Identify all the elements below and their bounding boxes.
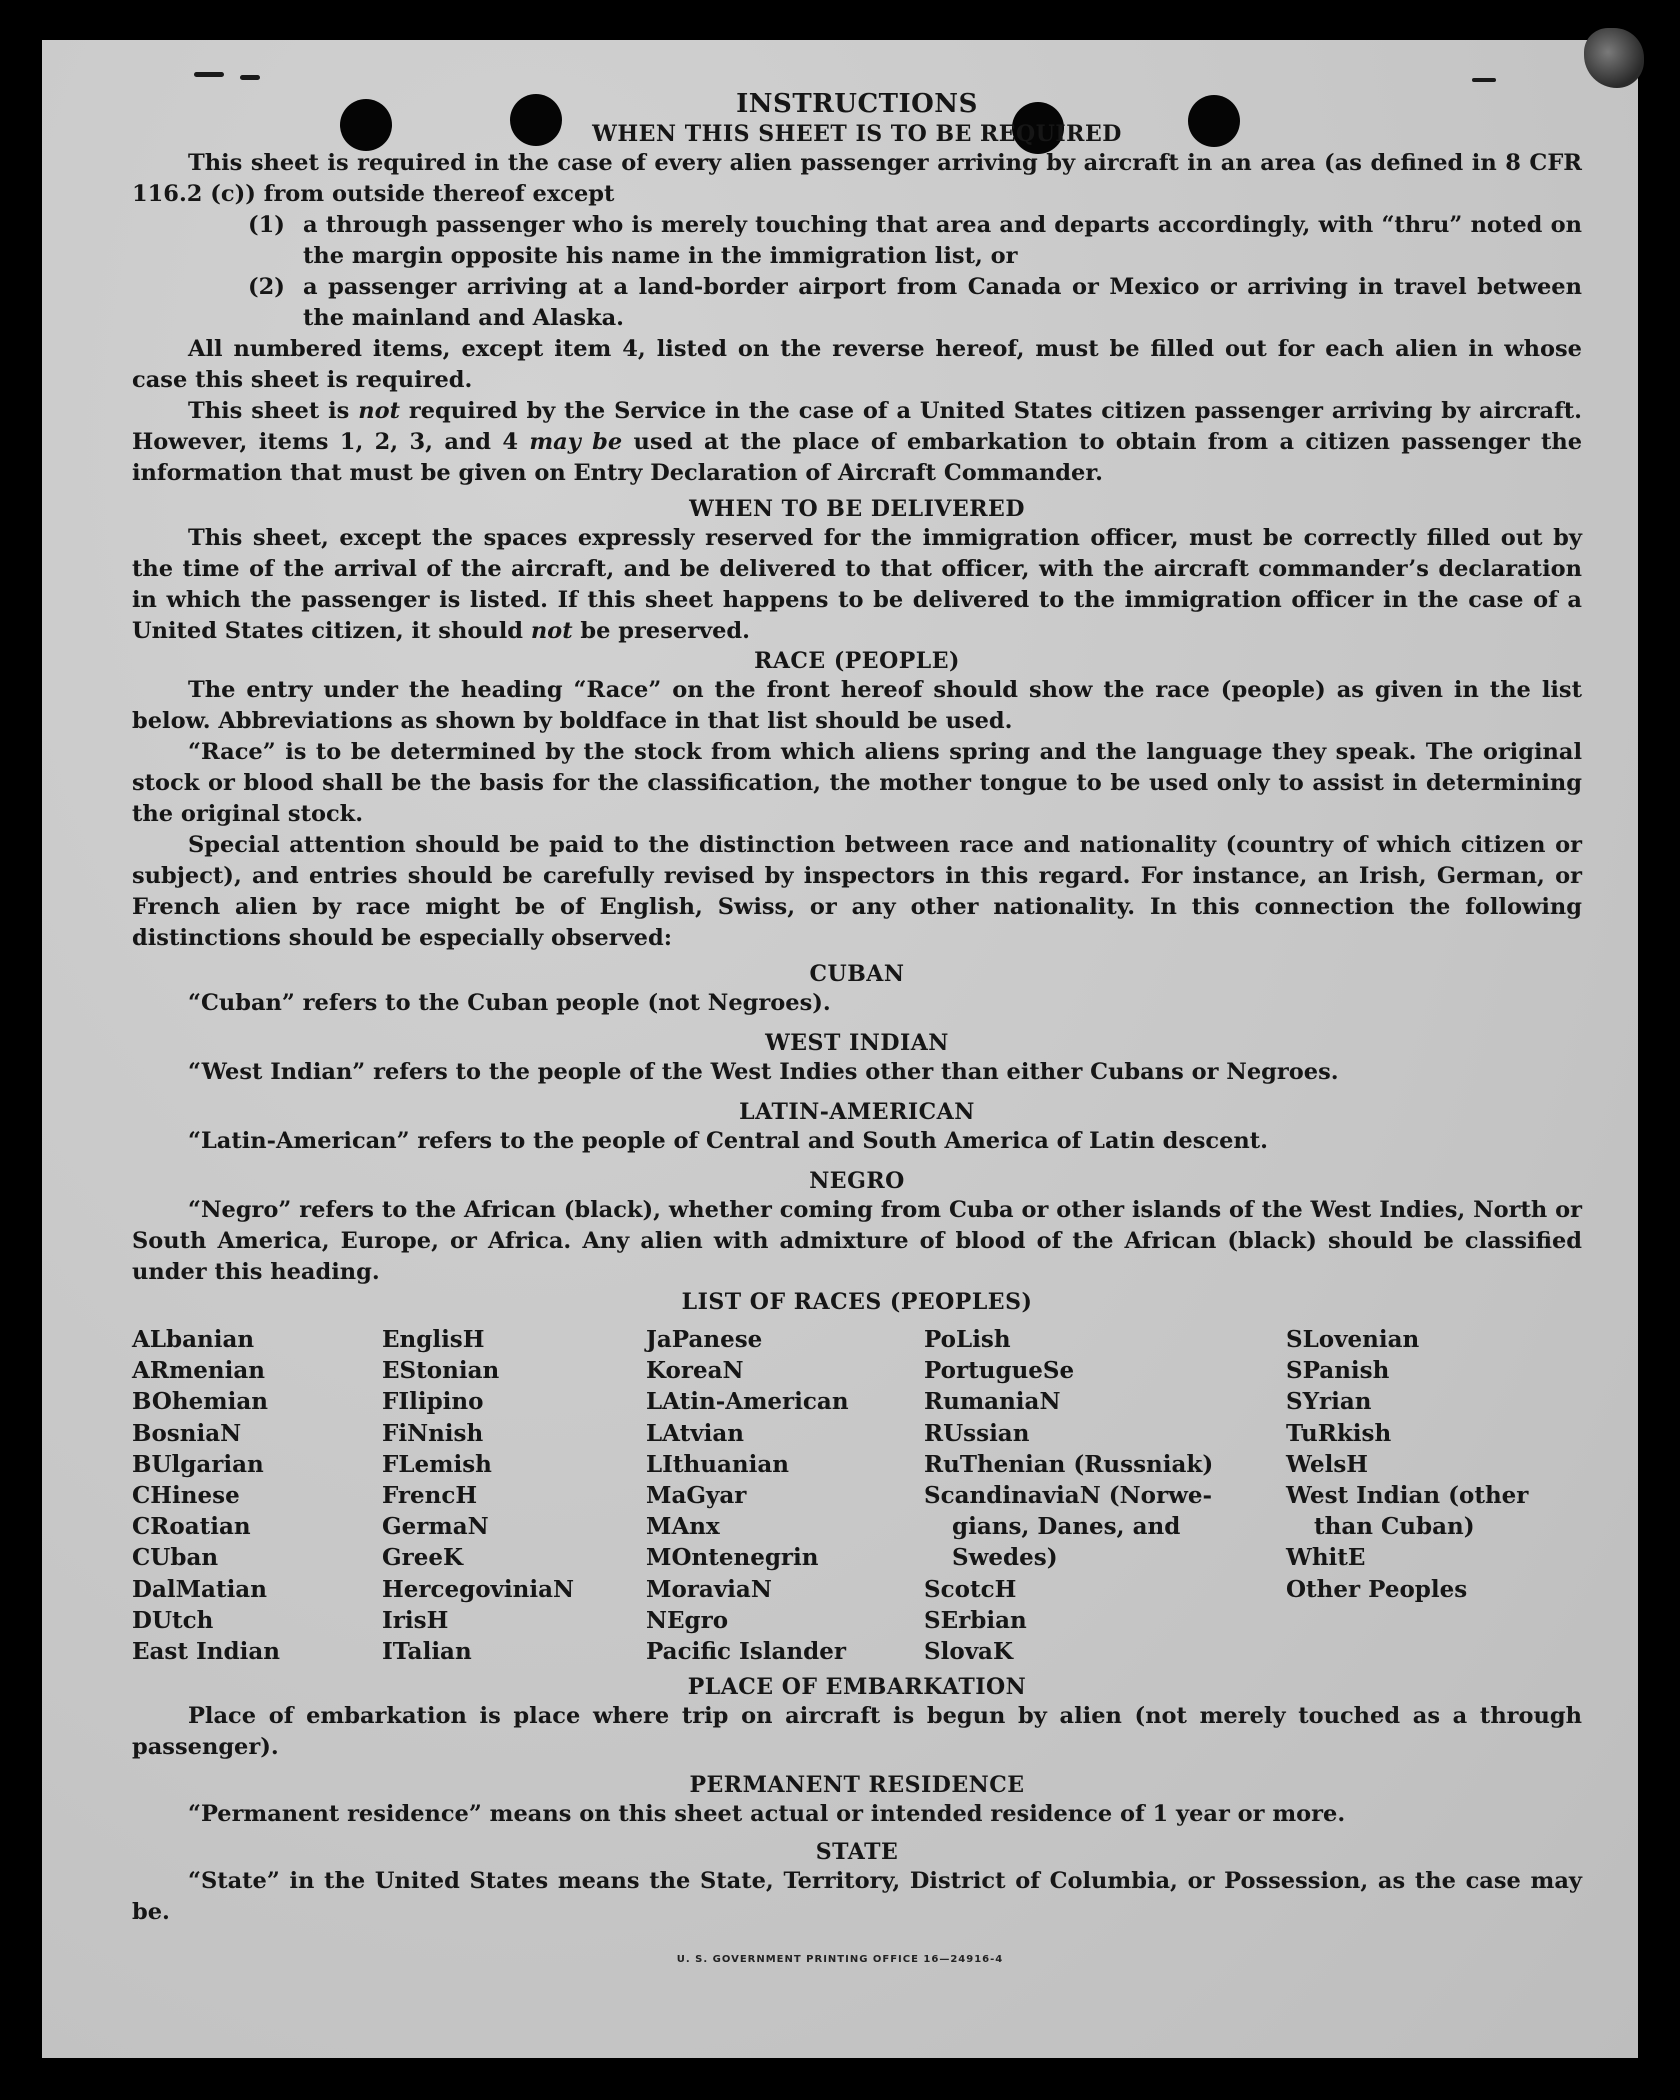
corner-stain xyxy=(1584,28,1644,88)
race-item: BOhemian xyxy=(132,1388,268,1416)
race-item: RUssian xyxy=(924,1419,1030,1447)
item-number: (1) xyxy=(248,212,285,238)
emphasis-text: not xyxy=(358,398,400,424)
race-item: EStonian xyxy=(382,1357,500,1385)
race-item: West Indian (other xyxy=(1286,1482,1529,1510)
paragraph: “West Indian” refers to the people of the West Indies other than either Cubans or Negroes. xyxy=(188,1059,1339,1085)
paragraph xyxy=(132,523,1582,647)
paragraph: “Latin-American” refers to the people of Central and South America of Latin descent. xyxy=(188,1128,1268,1154)
race-item: IrisH xyxy=(382,1606,449,1634)
section-heading: STATE xyxy=(815,1839,899,1866)
paragraph: Special attention should be paid to the distinction between race and nationality (country of which citizen or subject), and entries should be carefully revised by inspectors in this regard. For instance, an Irish, German, or French alien by race might be of English, Swiss, or any other nationality. In this connection the following distinctions should be especially observed: xyxy=(132,832,1582,951)
race-item: Other Peoples xyxy=(1286,1575,1468,1603)
section-heading: NEGRO xyxy=(809,1168,905,1194)
race-column xyxy=(1286,1324,1576,1667)
race-item: than Cuban) xyxy=(1314,1513,1475,1541)
race-item: WelsH xyxy=(1286,1450,1369,1478)
race-item: MOntenegrin xyxy=(646,1544,819,1572)
paragraph: All numbered items, except item 4, listed on the reverse hereof, must be filled out for each alien in whose case this sheet is required. xyxy=(132,336,1582,393)
race-item: FLemish xyxy=(382,1450,492,1478)
race-item: CHinese xyxy=(132,1482,240,1510)
race-list xyxy=(132,1324,1582,1667)
race-item: SYrian xyxy=(1286,1388,1372,1416)
race-item: LAtvian xyxy=(646,1419,744,1447)
race-item: BUlgarian xyxy=(132,1450,264,1478)
race-item: FiNnish xyxy=(382,1419,484,1447)
race-item: MoraviaN xyxy=(646,1575,772,1603)
race-item: EnglisH xyxy=(382,1326,485,1353)
section-heading: WHEN TO BE DELIVERED xyxy=(689,496,1025,522)
text-run: used at the place of embarkation to obtain from a citizen passenger the information that must be given on Entry Declaration of Aircraft Commander. xyxy=(132,429,1583,486)
section-heading: RACE (PEOPLE) xyxy=(754,648,960,674)
paragraph: Place of embarkation is place where trip on aircraft is begun by alien (not merely touched as a through passenger). xyxy=(132,1703,1582,1761)
section-heading: WEST INDIAN xyxy=(765,1030,949,1056)
ink-mark xyxy=(194,72,224,77)
section-heading: CUBAN xyxy=(809,961,905,987)
race-item: JaPanese xyxy=(646,1326,763,1353)
race-item: PoLish xyxy=(924,1326,1011,1353)
race-item: DUtch xyxy=(132,1606,214,1634)
race-item: ITalian xyxy=(382,1638,472,1666)
race-item: DalMatian xyxy=(132,1575,267,1603)
race-item: LAtin-American xyxy=(646,1388,849,1416)
race-item: SPanish xyxy=(1286,1357,1390,1385)
race-item: SErbian xyxy=(924,1606,1027,1634)
item-text: a passenger arriving at a land-border airport from Canada or Mexico or arriving in travel between the mainland and Alaska. xyxy=(303,274,1582,331)
intro-paragraph: This sheet is required in the case of every alien passenger arriving by aircraft in an area (as defined in 8 CFR 116.2 (c)) from outside thereof except xyxy=(132,150,1582,207)
race-item: SlovaK xyxy=(924,1638,1013,1666)
race-item: RuThenian (Russniak) xyxy=(924,1450,1214,1478)
paragraph xyxy=(132,396,1582,489)
item-text: a through passenger who is merely touching that area and departs accordingly, with “thru” noted on the margin opposite his name in the immigration list, or xyxy=(303,212,1582,269)
emphasis-text: not xyxy=(530,618,573,644)
text-run: This sheet is xyxy=(188,398,359,424)
section-heading: LIST OF RACES (PEOPLES) xyxy=(681,1289,1033,1315)
race-item: GreeK xyxy=(382,1544,464,1572)
race-item: ScandinaviaN (Norwe- xyxy=(924,1482,1213,1510)
ink-mark xyxy=(1472,78,1496,82)
race-item: FIlipino xyxy=(382,1388,484,1416)
race-item: KoreaN xyxy=(646,1357,744,1385)
race-item: SLovenian xyxy=(1286,1326,1420,1353)
race-item: LIthuanian xyxy=(646,1450,789,1478)
section-heading: WHEN THIS SHEET IS TO BE REQUIRED xyxy=(592,121,1122,147)
race-item: RumaniaN xyxy=(924,1388,1061,1416)
text-run: be preserved. xyxy=(572,618,751,644)
race-item: WhitE xyxy=(1286,1544,1366,1572)
race-item: BosniaN xyxy=(132,1419,242,1447)
race-item: MaGyar xyxy=(646,1482,747,1510)
paragraph: “Permanent residence” means on this sheet actual or intended residence of 1 year or more. xyxy=(188,1801,1346,1828)
item-number: (2) xyxy=(248,274,285,300)
emphasis-text: may be xyxy=(529,429,623,455)
race-item: HercegoviniaN xyxy=(382,1575,575,1603)
race-item: ALbanian xyxy=(132,1326,255,1353)
race-item: Pacific Islander xyxy=(646,1638,846,1666)
race-item: GermaN xyxy=(382,1513,489,1541)
paragraph: “Race” is to be determined by the stock from which aliens spring and the language they speak. The original stock or blood shall be the basis for the classification, the mother tongue to be used only to assist in determining the original stock. xyxy=(132,739,1582,827)
race-item: PortugueSe xyxy=(924,1357,1075,1385)
race-item: ScotcH xyxy=(924,1575,1017,1603)
exception-item xyxy=(132,272,1582,334)
race-item: CRoatian xyxy=(132,1513,251,1541)
paragraph: The entry under the heading “Race” on the front hereof should show the race (people) as given in the list below. Abbreviations as shown by boldface in that list should be used. xyxy=(132,677,1582,734)
paragraph: “State” in the United States means the State, Territory, District of Columbia, or Possession, as the case may be. xyxy=(132,1868,1582,1926)
race-column xyxy=(924,1324,1286,1667)
text-run: This sheet, except the spaces expressly reserved for the immigration officer, must be correctly filled out by the time of the arrival of the aircraft, and be delivered to that officer, with the aircraft commander’s declaration in which the passenger is listed. If this sheet happens to be delivered to the immigration officer in the case of a United States citizen, it should xyxy=(132,525,1582,644)
instructions-content xyxy=(132,88,1582,1928)
race-column xyxy=(646,1324,924,1667)
document-sheet xyxy=(42,40,1638,2058)
section-heading: PLACE OF EMBARKATION xyxy=(687,1674,1027,1701)
race-item: NEgro xyxy=(646,1606,729,1634)
printing-office-footer: U. S. GOVERNMENT PRINTING OFFICE 16—24916-4 xyxy=(676,1954,1004,1965)
race-item: TuRkish xyxy=(1286,1419,1392,1447)
race-item: MAnx xyxy=(646,1513,720,1541)
exception-item xyxy=(132,210,1582,272)
race-item: CUban xyxy=(132,1544,219,1572)
race-column xyxy=(132,1324,382,1667)
ink-mark xyxy=(240,75,260,80)
paragraph: “Cuban” refers to the Cuban people (not Negroes). xyxy=(188,990,831,1016)
section-heading: PERMANENT RESIDENCE xyxy=(689,1772,1025,1799)
race-item: gians, Danes, and xyxy=(952,1513,1181,1541)
paragraph: “Negro” refers to the African (black), whether coming from Cuba or other islands of the West Indies, North or South America, Europe, or Africa. Any alien with admixture of blood of the African (black) should be classified under this heading. xyxy=(132,1197,1582,1285)
race-item: FrencH xyxy=(382,1482,478,1510)
text-run: required by the Service in the case of a United States citizen passenger arriving by aircraft. However, items 1, 2, 3, and 4 xyxy=(132,398,1582,455)
race-column xyxy=(382,1324,646,1667)
race-item: Swedes) xyxy=(952,1544,1058,1572)
race-item: ARmenian xyxy=(132,1357,266,1385)
section-heading: LATIN-AMERICAN xyxy=(739,1099,975,1125)
page-title: INSTRUCTIONS xyxy=(736,89,978,119)
race-item: East Indian xyxy=(132,1638,280,1666)
